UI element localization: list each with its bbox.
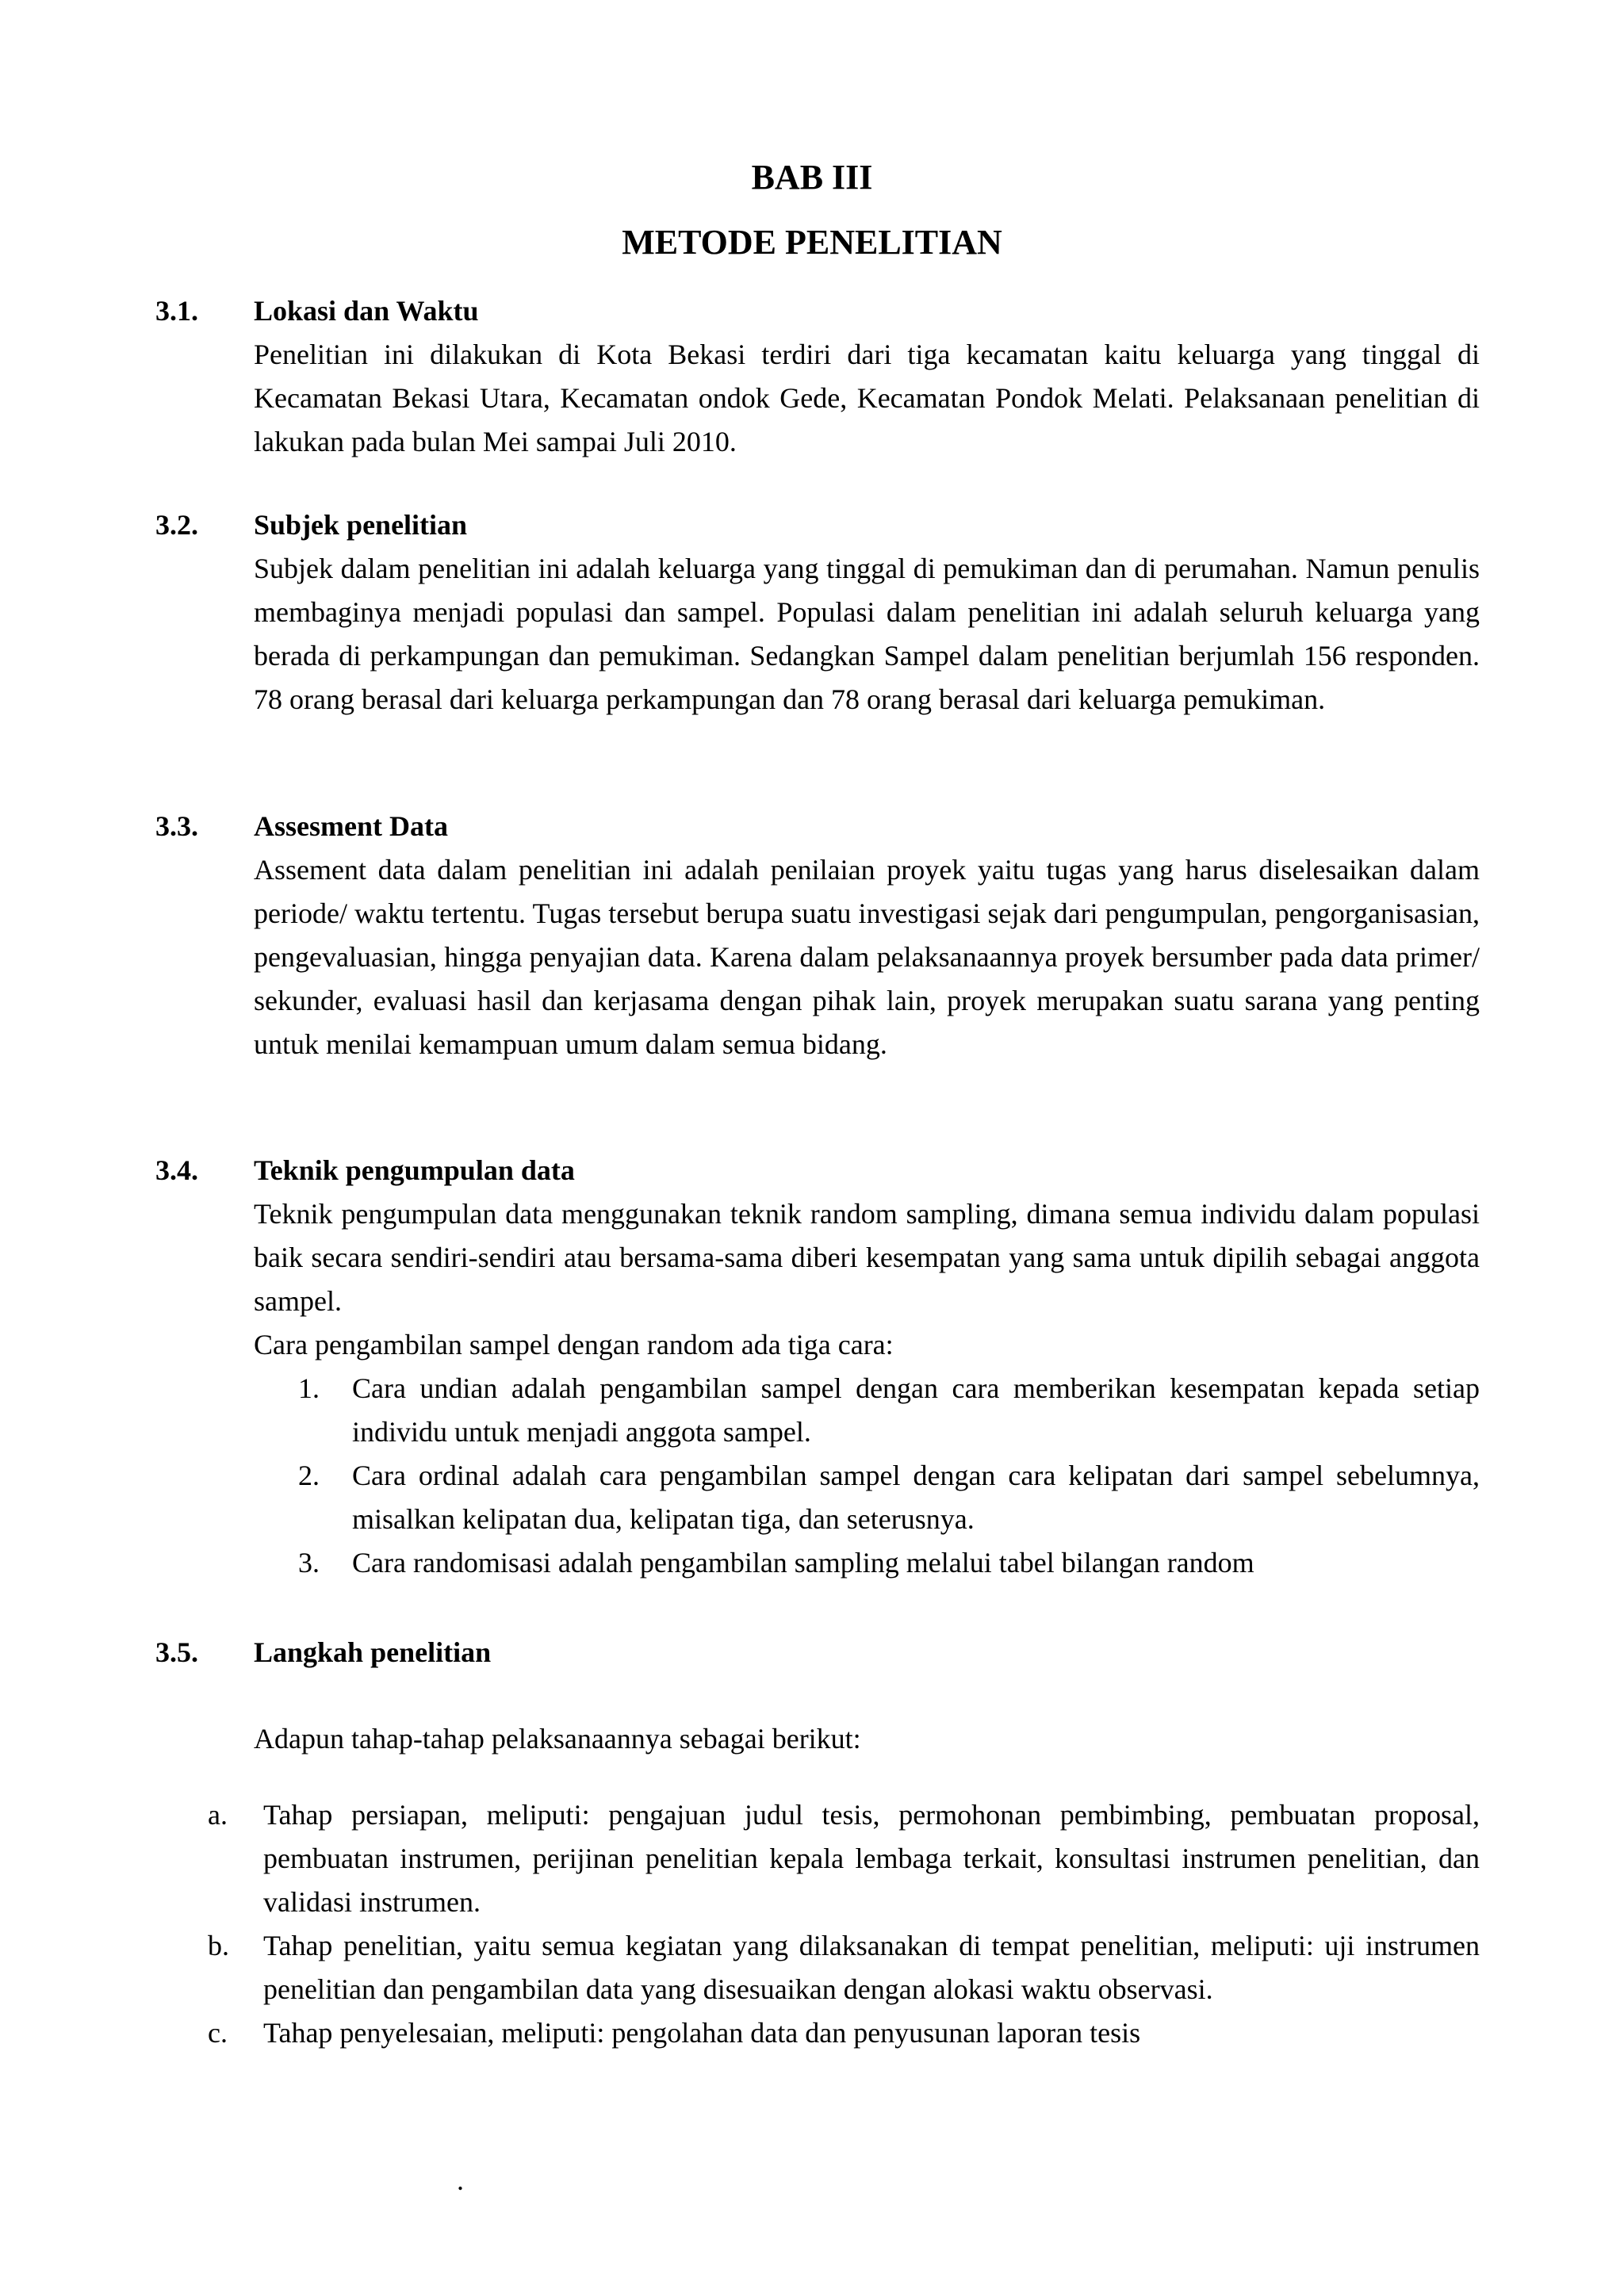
list-text: Cara randomisasi adalah pengambilan sampling melalui tabel bilangan random [352,1547,1254,1578]
list-number: 1. [298,1372,320,1404]
list-number: 3. [298,1547,320,1578]
list-text: Tahap persiapan, meliputi: pengajuan judul tesis, permohonan pembimbing, pembuatan proposal, pembuatan instrumen, perijinan penelitian kepala lembaga terkait, konsultasi instrumen penelitian, dan validasi instrumen. [263,1799,1480,1918]
list-item [208,1793,1480,1924]
list-text: Tahap penyelesaian, meliputi: pengolahan data dan penyusunan laporan tesis [263,2017,1141,2049]
paragraph: Assement data dalam penelitian ini adalah penilaian proyek yaitu tugas yang harus diselesaikan dalam periode/ waktu tertentu. Tugas tersebut berupa suatu investigasi sejak dari pengumpulan, pengorganisasian, pengevaluasian, hingga penyajian data. Karena dalam pelaksanaannya proyek bersumber pada data primer/ sekunder, evaluasi hasil dan kerjasama dengan pihak lain, proyek merupakan suatu sarana yang penting untuk menilai kemampuan umum dalam semua bidang. [254,854,1480,1060]
section-heading [155,804,1480,848]
sampling-methods-list [254,1367,1480,1585]
section-title: Lokasi dan Waktu [254,295,479,327]
list-item [254,1367,1480,1454]
section-heading [155,1630,1480,1674]
steps-intro: Adapun tahap-tahap pelaksanaannya sebagai berikut: [254,1723,861,1755]
section-3-1 [155,289,1480,464]
chapter-label: BAB III [751,158,873,197]
list-text: Tahap penelitian, yaitu semua kegiatan yang dilaksanakan di tempat penelitian, meliputi: uji instrumen penelitian dan pengambilan data yang disesuaikan dengan alokasi waktu observasi. [263,1930,1480,2005]
stray-period: . [457,2164,464,2196]
section-3-5 [155,1630,1480,1674]
section-body [254,1192,1480,1585]
list-text: Cara undian adalah pengambilan sampel dengan cara memberikan kesempatan kepada setiap individu untuk menjadi anggota sampel. [352,1372,1480,1448]
section-number: 3.4. [155,1154,198,1186]
list-letter: c. [208,2017,228,2049]
section-3-2 [155,503,1480,721]
section-body [254,547,1480,721]
section-number: 3.2. [155,509,198,541]
list-text: Cara ordinal adalah cara pengambilan sampel dengan cara kelipatan dari sampel sebelumnya, misalkan kelipatan dua, kelipatan tiga, dan seterusnya. [352,1460,1480,1535]
list-number: 2. [298,1460,320,1491]
section-heading [155,503,1480,547]
paragraph: Subjek dalam penelitian ini adalah keluarga yang tinggal di pemukiman dan di perumahan. Namun penulis membaginya menjadi populasi dan sampel. Populasi dalam penelitian ini adalah seluruh keluarga yang berada di perkampungan dan pemukiman. Sedangkan Sampel dalam penelitian berjumlah 156 responden. 78 orang berasal dari keluarga perkampungan dan 78 orang berasal dari keluarga pemukiman. [254,553,1480,715]
section-number: 3.1. [155,295,198,327]
paragraph: Penelitian ini dilakukan di Kota Bekasi terdiri dari tiga kecamatan kaitu keluarga yang tinggal di Kecamatan Bekasi Utara, Kecamatan ondok Gede, Kecamatan Pondok Melati. Pelaksanaan penelitian di lakukan pada bulan Mei sampai Juli 2010. [254,339,1480,457]
section-number: 3.3. [155,810,198,842]
list-letter: a. [208,1799,228,1831]
list-item [254,1454,1480,1541]
list-item [208,1924,1480,2011]
section-title: Subjek penelitian [254,509,468,541]
chapter-title: METODE PENELITIAN [622,223,1002,262]
section-body [254,848,1480,1066]
paragraph: Teknik pengumpulan data menggunakan teknik random sampling, dimana semua individu dalam populasi baik secara sendiri-sendiri atau bersama-sama diberi kesempatan yang sama untuk dipilih sebagai anggota sampel. [254,1198,1480,1317]
research-steps-list [208,1793,1480,2055]
section-3-4 [155,1148,1480,1585]
section-heading [155,1148,1480,1192]
section-title: Langkah penelitian [254,1636,492,1668]
list-letter: b. [208,1930,229,1961]
section-heading [155,289,1480,333]
section-body [254,333,1480,464]
section-title: Assesment Data [254,810,448,842]
section-3-3 [155,804,1480,1066]
section-title: Teknik pengumpulan data [254,1154,575,1186]
section-number: 3.5. [155,1636,198,1668]
list-item [254,1541,1480,1585]
list-item [208,2011,1480,2055]
paragraph: Cara pengambilan sampel dengan random ada tiga cara: [254,1329,894,1360]
